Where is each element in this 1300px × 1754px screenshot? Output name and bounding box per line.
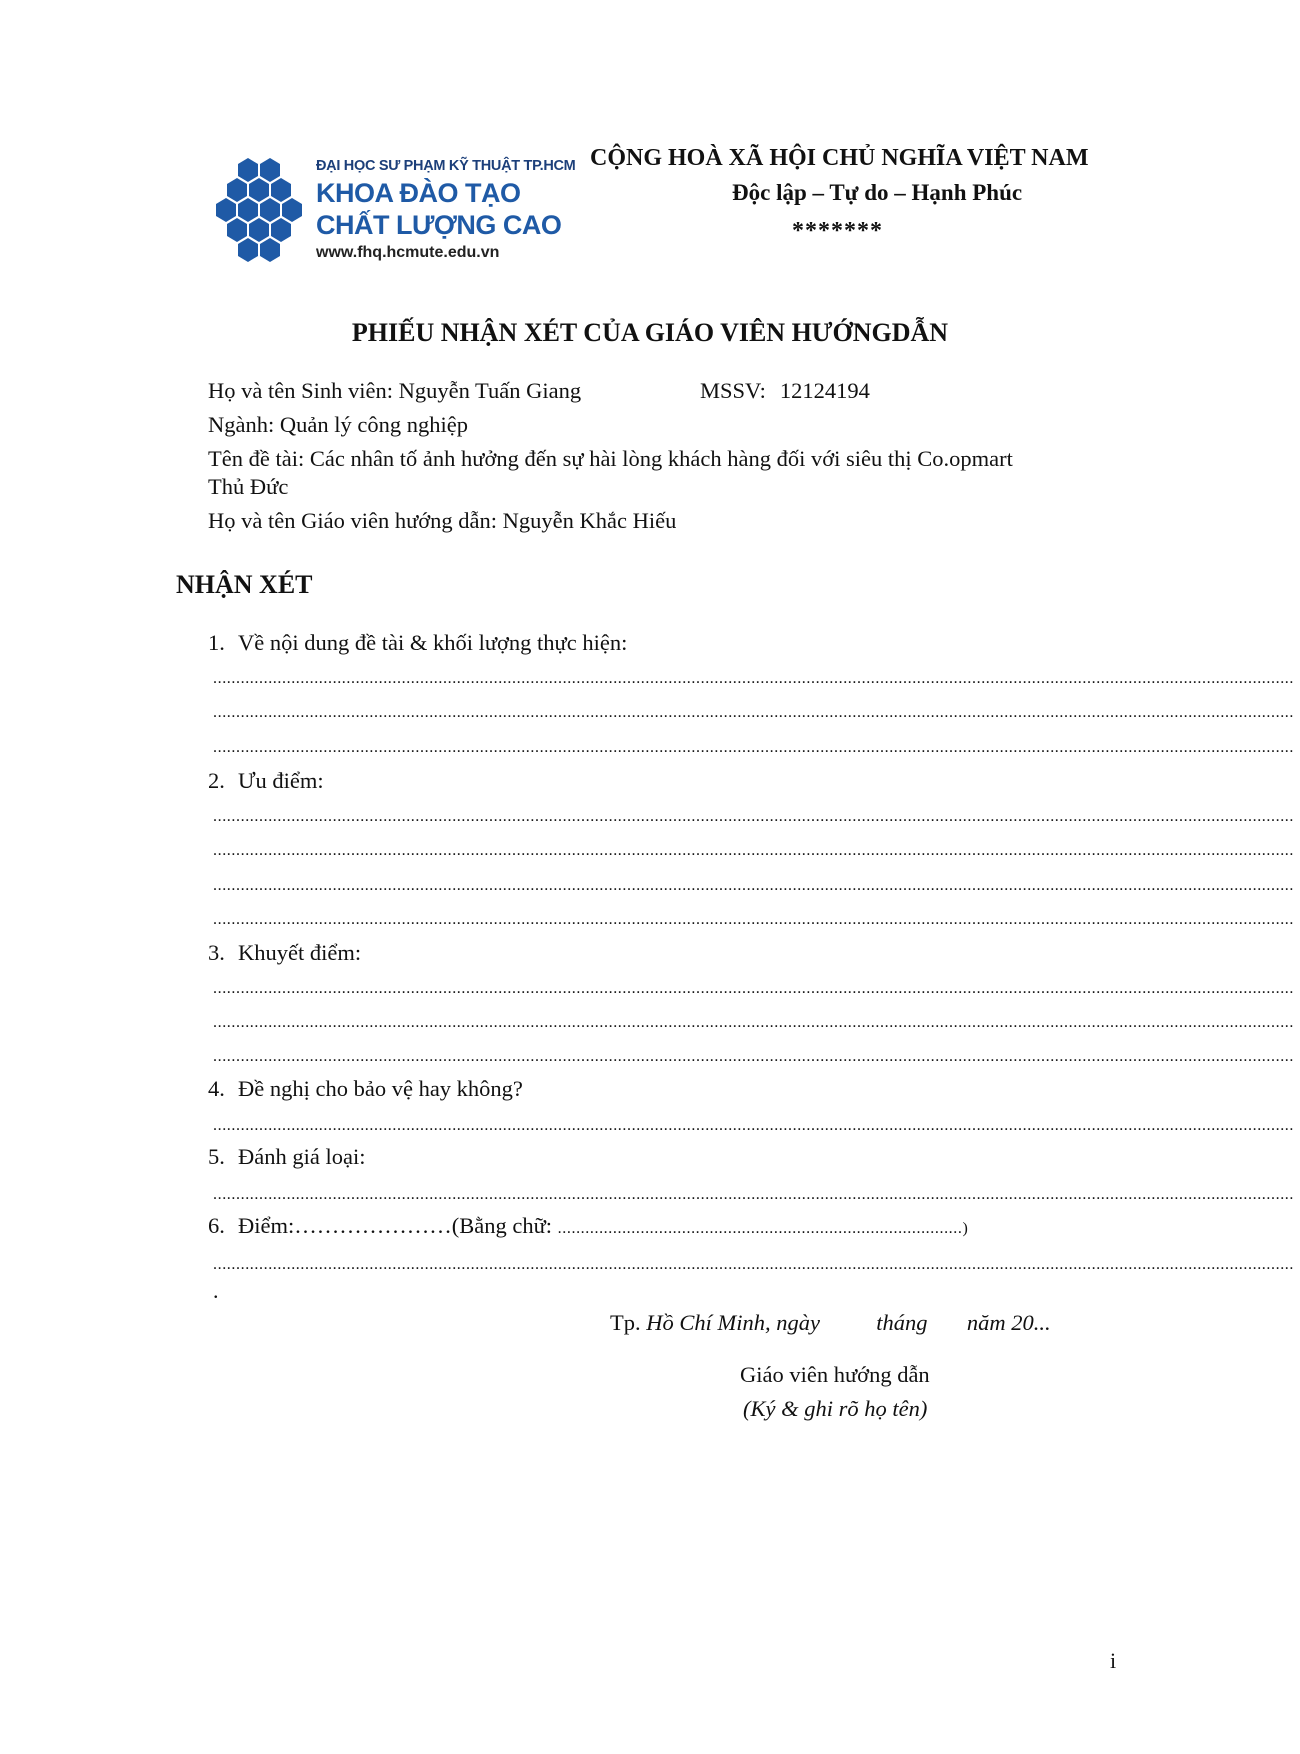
logo-website: www.fhq.hcmute.edu.vn <box>316 244 500 261</box>
signature-place: Tp. <box>610 1310 641 1335</box>
page-number: i <box>1110 1648 1117 1673</box>
answer-line: ........................................................................................................................................................................................................................................... <box>213 842 1294 859</box>
question-number: 4. <box>208 1076 225 1101</box>
question-5 <box>208 1144 365 1170</box>
signature-note: (Ký & ghi rõ họ tên) <box>743 1396 928 1421</box>
national-motto: Độc lập – Tự do – Hạnh Phúc <box>732 180 1023 205</box>
logo-faculty-line2: CHẤT LƯỢNG CAO <box>316 210 562 240</box>
question-text: Ưu điểm: <box>238 768 324 793</box>
faculty-logo <box>216 156 576 266</box>
score-in-words-line: ........................................................................................) <box>557 1220 969 1237</box>
trailing-dot: . <box>213 1278 219 1303</box>
score-row <box>208 1213 1108 1239</box>
header-stars: ******* <box>792 218 883 244</box>
question-text: Về nội dung đề tài & khối lượng thực hiện: <box>238 630 628 655</box>
answer-line: ........................................................................................................................................................................................................................................... <box>213 704 1294 721</box>
question-text: Khuyết điểm: <box>238 940 362 965</box>
question-number: 1. <box>208 630 225 655</box>
answer-line: ........................................................................................................................................................................................................................................... <box>213 1117 1294 1134</box>
answer-line: ........................................................................................................................................................................................................................................... <box>213 808 1294 825</box>
question-text: Đề nghị cho bảo vệ hay không? <box>238 1076 523 1101</box>
signature-role: Giáo viên hướng dẫn <box>740 1362 930 1387</box>
student-id <box>700 378 870 404</box>
signature-date <box>610 1310 1051 1336</box>
question-3 <box>208 940 361 966</box>
answer-line: ........................................................................................................................................................................................................................................... <box>213 1256 1294 1273</box>
student-id-value: 12124194 <box>779 378 870 403</box>
question-number: 6. <box>208 1213 225 1238</box>
answer-line: ........................................................................................................................................................................................................................................... <box>213 739 1294 756</box>
question-number: 2. <box>208 768 225 793</box>
logo-university-name: ĐẠI HỌC SƯ PHẠM KỸ THUẬT TP.HCM <box>316 158 576 174</box>
national-title: CỘNG HOÀ XÃ HỘI CHỦ NGHĨA VIỆT NAM <box>590 145 1089 171</box>
hexagon-cluster-icon <box>216 156 312 260</box>
answer-line: ........................................................................................................................................................................................................................................... <box>213 670 1294 687</box>
question-2 <box>208 768 324 794</box>
answer-line: ........................................................................................................................................................................................................................................... <box>213 1048 1294 1065</box>
answer-line: ........................................................................................................................................................................................................................................... <box>213 1014 1294 1031</box>
answer-line: ........................................................................................................................................................................................................................................... <box>213 911 1294 928</box>
form-title: PHIẾU NHẬN XÉT CỦA GIÁO VIÊN HƯỚNGDẪN <box>351 318 949 347</box>
question-4 <box>208 1076 523 1102</box>
student-name: Họ và tên Sinh viên: Nguyễn Tuấn Giang <box>208 378 582 403</box>
question-number: 5. <box>208 1144 225 1169</box>
answer-line: ........................................................................................................................................................................................................................................... <box>213 877 1294 894</box>
answer-line: ........................................................................................................................................................................................................................................... <box>213 980 1294 997</box>
topic-line-2: Thủ Đức <box>208 474 289 499</box>
student-id-label: MSSV: <box>700 378 766 403</box>
question-number: 3. <box>208 940 225 965</box>
topic-line-1: Tên đề tài: Các nhân tố ảnh hưởng đến sự hài lòng khách hàng đối với siêu thị Co.opmart <box>208 446 1013 471</box>
major: Ngành: Quản lý công nghiệp <box>208 412 468 437</box>
score-label: Điểm:…………………(Bằng chữ: <box>238 1213 558 1238</box>
answer-line: ........................................................................................................................................................................................................................................... <box>213 1186 1294 1203</box>
section-title: NHẬN XÉT <box>176 570 313 599</box>
question-text: Đánh giá loại: <box>238 1144 366 1169</box>
signature-date-text: Hồ Chí Minh, ngày tháng năm 20... <box>646 1310 1051 1335</box>
question-1 <box>208 630 627 656</box>
logo-faculty-line1: KHOA ĐÀO TẠO <box>316 178 521 208</box>
advisor-name: Họ và tên Giáo viên hướng dẫn: Nguyễn Khắc Hiếu <box>208 508 677 533</box>
